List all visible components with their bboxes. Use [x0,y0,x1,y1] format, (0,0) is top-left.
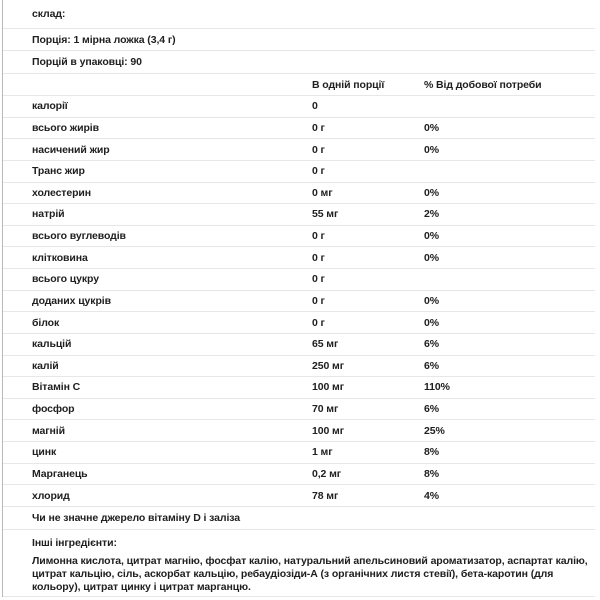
nutrient-amount: 0 г [312,165,325,178]
nutrient-amount: 0 мг [312,186,333,199]
nutrient-daily-value: 0% [424,316,439,329]
table-row [3,247,595,269]
table-row [3,96,595,118]
table-row [3,226,595,248]
nutrient-amount: 0,2 мг [312,467,342,480]
nutrient-daily-value: 6% [424,338,439,351]
nutrient-rows [3,96,595,507]
table-row [3,183,595,205]
other-ingredients-title: Інші інгредієнти: [32,536,117,549]
table-row [3,161,595,183]
nutrient-label: Марганець [32,467,88,480]
table-row [3,312,595,334]
nutrient-amount: 55 мг [312,208,339,221]
nutrient-label: кальцій [32,338,72,351]
table-row [3,204,595,226]
supplement-facts-panel [2,0,595,597]
serving-size-label: Порція: 1 мірна ложка (3,4 г) [32,33,176,46]
nutrient-amount: 78 мг [312,489,339,502]
nutrient-amount: 65 мг [312,338,339,351]
nutrient-amount: 100 мг [312,381,344,394]
nutrient-amount: 0 г [312,230,325,243]
servings-per-container-label: Порцій в упаковці: 90 [32,56,142,68]
nutrient-daily-value: 8% [424,446,439,459]
table-row [3,420,595,442]
nutrient-amount: 0 г [312,251,325,264]
nutrient-label: натрій [32,208,65,221]
nutrient-daily-value: 6% [424,359,439,372]
nutrient-label: цинк [32,446,57,459]
nutrient-label: калорії [32,100,68,113]
nutrient-amount: 0 г [312,143,325,156]
composition-row [3,0,595,29]
nutrient-label: хлорид [32,489,70,502]
nutrient-daily-value: 4% [424,489,439,502]
nutrient-amount: 70 мг [312,403,339,416]
nutrient-label: доданих цукрів [32,294,111,307]
column-header-amount: В одній порції [312,78,385,91]
nutrient-amount: 0 г [312,294,325,307]
table-row [3,485,595,507]
serving-size-row [3,29,595,51]
table-row [3,356,595,378]
table-row [3,399,595,421]
nutrient-label: фосфор [32,403,75,416]
nutrient-label: калій [32,359,59,372]
other-ingredients-section [3,530,595,597]
table-row [3,442,595,464]
table-row [3,334,595,356]
nutrient-amount: 0 г [312,121,325,134]
nutrient-label: Транс жир [32,165,85,178]
column-header-daily-value: % Від добової потреби [424,78,542,91]
other-ingredients-text: Лимонна кислота, цитрат магнію, фосфат калію, натуральний апельсиновий ароматизатор, аспартат калію, цитрат кальцію, сіль, аскорбат кальцію, ребаудіозіди-А (з органічних листя стевії), бета-каротин (для кольору), цитрат цинку і цитрат марганцю. [32,554,588,593]
table-header-row [3,74,595,96]
nutrient-label: клітковина [32,251,88,264]
nutrient-amount: 0 г [312,316,325,329]
nutrient-daily-value: 0% [424,251,439,264]
nutrient-amount: 0 [312,100,318,113]
nutrient-amount: 0 г [312,273,325,286]
nutrient-daily-value: 8% [424,467,439,480]
nutrient-amount: 250 мг [312,359,344,372]
nutrient-label: насичений жир [32,143,110,156]
nutrient-daily-value: 2% [424,208,439,221]
nutrient-daily-value: 0% [424,230,439,243]
nutrient-daily-value: 0% [424,186,439,199]
nutrient-label: всього цукру [32,273,99,286]
footnote-row [3,507,595,530]
nutrient-label: всього жирів [32,121,99,134]
table-row [3,291,595,313]
nutrient-daily-value: 6% [424,403,439,416]
nutrient-daily-value: 0% [424,294,439,307]
table-row [3,269,595,291]
nutrient-label: білок [32,316,60,329]
table-row [3,139,595,161]
nutrient-label: всього вуглеводів [32,230,126,243]
nutrient-daily-value: 0% [424,121,439,134]
nutrient-label: Вітамін C [32,381,81,394]
footnote-text: Чи не значне джерело вітаміну D і заліза [32,511,241,524]
nutrient-daily-value: 0% [424,143,439,156]
table-row [3,377,595,399]
composition-label: склад: [32,8,66,20]
nutrient-label: магній [32,424,65,437]
nutrient-amount: 100 мг [312,424,344,437]
nutrient-label: холестерин [32,186,91,199]
table-row [3,118,595,140]
servings-per-container-row [3,51,595,74]
table-row [3,464,595,486]
nutrient-amount: 1 мг [312,446,333,459]
nutrient-daily-value: 25% [424,424,445,437]
nutrient-daily-value: 110% [424,381,450,394]
